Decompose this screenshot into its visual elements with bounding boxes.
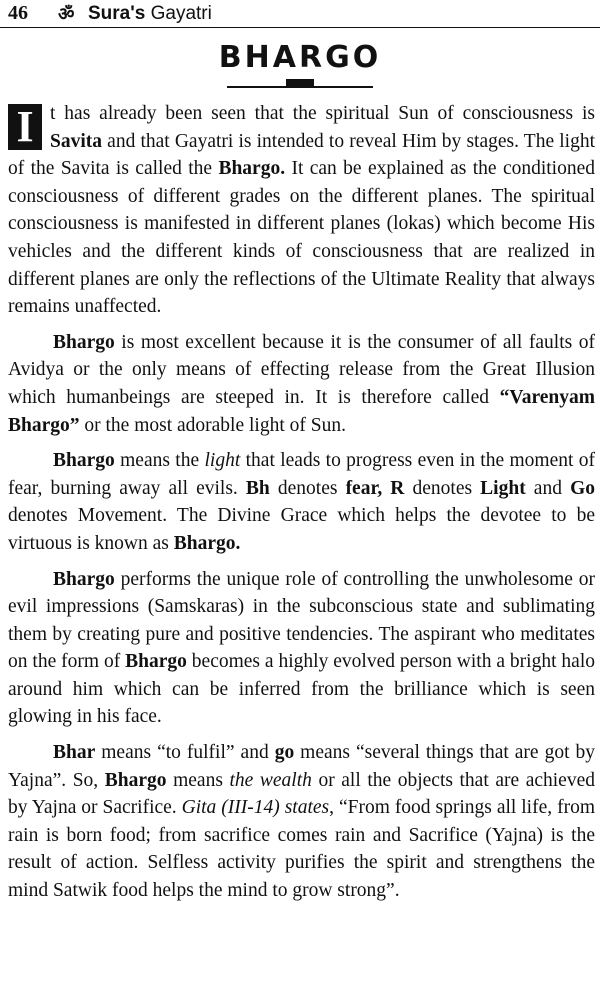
text-span: t has already been seen that the spiritual Sun of consciousness is <box>50 103 595 124</box>
text-span: means “several things that are got by Yajna”. So, <box>8 742 595 791</box>
title-ornament <box>286 79 314 88</box>
bold-term: Light <box>480 477 526 499</box>
body-text <box>8 100 595 913</box>
text-span: that leads to progress even in the moment of fear, burning away all evils. <box>8 450 596 499</box>
paragraph-2 <box>8 329 595 439</box>
running-header <box>0 0 600 28</box>
bold-term: Bhargo <box>104 769 167 791</box>
bold-term: Bhargo <box>53 450 115 472</box>
paragraph-4 <box>8 566 595 732</box>
text-span: denotes <box>269 477 346 499</box>
text-span: or all the objects that are achieved by Yajna or Sacrifice. <box>8 769 595 819</box>
text-span: means the <box>114 450 205 472</box>
bold-term: “Varenyam Bhargo” <box>8 386 595 436</box>
text-span: denotes <box>404 477 481 499</box>
text-span: means <box>166 769 230 791</box>
bold-term: fear, R <box>345 477 405 499</box>
om-icon: ॐ <box>58 4 75 25</box>
italic-term: Gita (III-14) states <box>181 797 330 819</box>
bold-term: Go <box>570 477 595 499</box>
text-span: is most excellent because it is the consumer of all faults of Avidya or the only means of effecting release from the Great Illusion which humanbeings are steeped in. It is therefore called <box>8 331 595 408</box>
book-title-rest: Gayatri <box>145 3 212 24</box>
paragraph-1 <box>8 100 595 321</box>
chapter-heading <box>0 40 600 92</box>
book-title <box>88 3 212 25</box>
bold-term: Bhargo. <box>218 158 286 180</box>
bold-term: Bhargo. <box>173 532 241 554</box>
bold-term: Bhargo <box>53 331 115 353</box>
bold-term: Bh <box>245 477 270 499</box>
text-span: or the most adorable light of Sun. <box>79 414 346 436</box>
chapter-title: BHARGO <box>218 40 382 75</box>
bold-term: Bhar <box>53 742 96 764</box>
paragraph-3 <box>8 447 595 557</box>
bold-term: Savita <box>50 130 103 152</box>
bold-term: go <box>274 742 295 764</box>
text-span: and <box>525 477 571 499</box>
text-span: becomes a highly evolved person with a bright halo around him which can be inferred from the brilliance which is seen glowing in his face. <box>8 651 595 728</box>
drop-cap: I <box>8 104 42 150</box>
text-span: denotes Movement. The Divine Grace which helps the devotee to be virtuous is known as <box>8 505 595 554</box>
bold-term: Bhargo <box>53 568 115 590</box>
bold-term: Bhargo <box>125 651 187 673</box>
text-span: and that Gayatri is intended to reveal Him by stages. The light of the Savita is called the <box>8 130 595 180</box>
italic-term: the wealth <box>229 769 312 791</box>
text-span: means “to fulfil” and <box>95 742 275 764</box>
text-span: performs the unique role of controlling the unwholesome or evil impressions (Samskaras) in the subconscious state and sublimating them by creating pure and positive tendencies. The aspirant who meditates on the form of <box>8 568 595 673</box>
page-number: 46 <box>8 2 28 24</box>
text-span: , “From food springs all life, from rain is born food; from sacrifice comes rain and Sacrifice (Yajna) is the result of action. Selfless activity purifies the spirit and strengthens the mind Satwik food helps the mind to grow strong”. <box>8 797 595 902</box>
text-span: It can be explained as the conditioned consciousness of different grades on the different planes. The spiritual consciousness is manifested in different planes (lokas) which become His vehicles and the different kinds of consciousness that are realized in different planes are only the reflections of the Ultimate Reality that always remains unaffected. <box>8 158 596 318</box>
book-title-bold: Sura's <box>88 3 146 24</box>
italic-term: light <box>204 450 241 472</box>
paragraph-5 <box>8 739 595 905</box>
